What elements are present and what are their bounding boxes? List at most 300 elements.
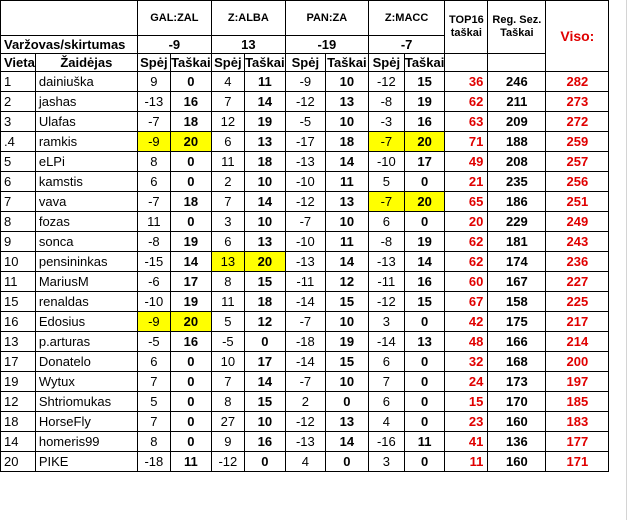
points-cell[interactable]: 17 [404,152,445,172]
points-cell[interactable]: 13 [325,92,368,112]
top16-cell[interactable]: 60 [445,272,488,292]
points-cell[interactable]: 10 [244,172,285,192]
guess-cell[interactable]: 6 [368,392,404,412]
empty-header-cell[interactable] [488,54,546,72]
vieta-cell[interactable]: 1 [1,72,36,92]
guess-cell[interactable]: -11 [368,272,404,292]
player-name-cell[interactable]: p.arturas [35,332,137,352]
points-cell[interactable]: 14 [404,252,445,272]
points-cell[interactable]: 10 [325,72,368,92]
total-cell[interactable]: 214 [546,332,609,352]
vieta-cell[interactable]: 14 [1,432,36,452]
diff-cell[interactable]: -7 [368,36,445,54]
total-cell[interactable]: 272 [546,112,609,132]
points-cell[interactable]: 0 [404,372,445,392]
player-name-cell[interactable]: Ulafas [35,112,137,132]
guess-cell[interactable]: -18 [137,452,170,472]
player-name-cell[interactable]: jashas [35,92,137,112]
points-cell[interactable]: 0 [404,312,445,332]
guess-cell[interactable]: 6 [211,232,244,252]
top16-cell[interactable]: 42 [445,312,488,332]
guess-cell[interactable]: 6 [368,212,404,232]
points-cell[interactable]: 20 [170,312,211,332]
diff-cell[interactable]: 13 [211,36,285,54]
points-cell[interactable]: 0 [170,432,211,452]
points-cell[interactable]: 19 [170,232,211,252]
vieta-cell[interactable]: 7 [1,192,36,212]
points-cell[interactable]: 0 [244,332,285,352]
points-cell[interactable]: 15 [244,272,285,292]
guess-cell[interactable]: 11 [137,212,170,232]
points-cell[interactable]: 13 [244,132,285,152]
spej-header[interactable]: Spėj [137,54,170,72]
table-row [1,332,609,352]
guess-cell[interactable]: -7 [137,192,170,212]
points-cell[interactable]: 16 [170,332,211,352]
guess-cell[interactable]: 9 [137,72,170,92]
spej-header[interactable]: Spėj [211,54,244,72]
points-cell[interactable]: 0 [404,212,445,232]
total-cell[interactable]: 227 [546,272,609,292]
top16-cell[interactable]: 15 [445,392,488,412]
points-cell[interactable]: 19 [244,112,285,132]
guess-cell[interactable]: 7 [211,192,244,212]
guess-cell[interactable]: 3 [368,452,404,472]
table-row [1,372,609,392]
points-cell[interactable]: 10 [244,412,285,432]
player-name-cell[interactable]: Shtriomukas [35,392,137,412]
guess-cell[interactable]: -7 [285,312,325,332]
points-cell[interactable]: 0 [404,392,445,412]
guess-cell[interactable]: 5 [211,312,244,332]
guess-cell[interactable]: -9 [137,132,170,152]
total-cell[interactable]: 236 [546,252,609,272]
total-cell[interactable]: 259 [546,132,609,152]
points-cell[interactable]: 0 [325,452,368,472]
points-cell[interactable]: 0 [244,452,285,472]
group-header[interactable]: Z:ALBA [211,1,285,36]
points-cell[interactable]: 20 [170,132,211,152]
vieta-cell[interactable]: 12 [1,392,36,412]
points-cell[interactable]: 11 [325,172,368,192]
points-cell[interactable]: 19 [170,292,211,312]
points-cell[interactable]: 10 [325,372,368,392]
top16-cell[interactable]: 24 [445,372,488,392]
points-cell[interactable]: 13 [325,412,368,432]
vieta-cell[interactable]: 5 [1,152,36,172]
top16-cell[interactable]: 49 [445,152,488,172]
taskai-header[interactable]: Taškai [171,55,211,70]
guess-cell[interactable]: 8 [137,152,170,172]
guess-cell[interactable]: 7 [137,412,170,432]
top16-cell[interactable]: 71 [445,132,488,152]
taskai-header[interactable]: Taškai [245,55,285,70]
player-name-cell[interactable]: ramkis [35,132,137,152]
vieta-cell[interactable]: .4 [1,132,36,152]
top16-cell[interactable]: 62 [445,252,488,272]
points-cell[interactable]: 19 [404,232,445,252]
guess-cell[interactable]: 7 [368,372,404,392]
points-cell[interactable]: 13 [404,332,445,352]
vieta-cell[interactable]: 15 [1,292,36,312]
points-cell[interactable]: 0 [170,372,211,392]
guess-cell[interactable]: -17 [285,132,325,152]
varzovas-label[interactable]: Varžovas/skirtumas [1,36,138,54]
points-cell[interactable]: 11 [244,72,285,92]
table-row [1,452,609,472]
table-row [1,172,609,192]
reg-points-cell[interactable]: 136 [488,432,546,452]
vieta-cell[interactable]: 19 [1,372,36,392]
points-cell[interactable]: 0 [170,72,211,92]
points-cell[interactable]: 18 [170,112,211,132]
reg-points-cell[interactable]: 209 [488,112,546,132]
group-header[interactable]: PAN:ZA [285,1,368,36]
table-row [1,432,609,452]
top16-cell[interactable]: 67 [445,292,488,312]
guess-cell[interactable]: 11 [211,292,244,312]
guess-cell[interactable]: -13 [137,92,170,112]
reg-points-cell[interactable]: 246 [488,72,546,92]
points-cell[interactable]: 11 [325,232,368,252]
points-cell[interactable]: 18 [170,192,211,212]
guess-cell[interactable]: -3 [368,112,404,132]
guess-cell[interactable]: 9 [211,432,244,452]
reg-header[interactable]: Reg. Sez. Taškai [488,1,546,54]
top16-cell[interactable]: 63 [445,112,488,132]
points-cell[interactable]: 0 [325,392,368,412]
table-row [1,272,609,292]
vieta-cell[interactable]: 20 [1,452,36,472]
points-cell[interactable]: 14 [244,92,285,112]
guess-cell[interactable]: 4 [368,412,404,432]
guess-cell[interactable]: -12 [211,452,244,472]
guess-cell[interactable]: -5 [285,112,325,132]
total-cell[interactable]: 257 [546,152,609,172]
total-cell[interactable]: 185 [546,392,609,412]
vieta-cell[interactable]: 11 [1,272,36,292]
points-cell[interactable]: 0 [404,452,445,472]
guess-cell[interactable]: -12 [285,92,325,112]
top16-header[interactable]: TOP16 taškai [445,1,488,54]
vieta-cell[interactable]: 16 [1,312,36,332]
guess-cell[interactable]: -5 [137,332,170,352]
guess-cell[interactable]: -12 [285,192,325,212]
viso-header[interactable]: Viso: [546,1,609,72]
player-name-cell[interactable]: PIKE [35,452,137,472]
points-cell[interactable]: 16 [404,112,445,132]
reg-points-cell[interactable]: 168 [488,352,546,372]
points-cell[interactable]: 15 [325,292,368,312]
top16-cell[interactable]: 48 [445,332,488,352]
guess-cell[interactable]: -13 [285,252,325,272]
top16-cell[interactable]: 36 [445,72,488,92]
vieta-cell[interactable]: 6 [1,172,36,192]
guess-cell[interactable]: 7 [137,372,170,392]
reg-points-cell[interactable]: 175 [488,312,546,332]
diff-cell[interactable]: -9 [137,36,211,54]
top16-cell[interactable]: 32 [445,352,488,372]
header-row-groups [1,1,609,36]
top16-cell[interactable]: 21 [445,172,488,192]
total-cell[interactable]: 183 [546,412,609,432]
points-cell[interactable]: 20 [404,192,445,212]
points-cell[interactable]: 15 [404,292,445,312]
points-cell[interactable]: 17 [244,352,285,372]
reg-points-cell[interactable]: 208 [488,152,546,172]
guess-cell[interactable]: 3 [211,212,244,232]
top16-cell[interactable]: 62 [445,92,488,112]
points-cell[interactable]: 11 [404,432,445,452]
total-cell[interactable]: 177 [546,432,609,452]
reg-points-cell[interactable]: 174 [488,252,546,272]
spej-header[interactable]: Spėj [285,54,325,72]
guess-cell[interactable]: -11 [285,272,325,292]
vieta-cell[interactable]: 2 [1,92,36,112]
vieta-cell[interactable]: 9 [1,232,36,252]
points-cell[interactable]: 19 [404,92,445,112]
points-cell[interactable]: 0 [404,412,445,432]
guess-cell[interactable]: -15 [137,252,170,272]
points-cell[interactable]: 18 [325,132,368,152]
reg-points-cell[interactable]: 160 [488,412,546,432]
player-name-cell[interactable]: HorseFly [35,412,137,432]
group-header[interactable]: GAL:ZAL [137,1,211,36]
guess-cell[interactable]: 2 [285,392,325,412]
points-cell[interactable]: 10 [325,212,368,232]
table-row [1,412,609,432]
points-cell[interactable]: 16 [244,432,285,452]
top16-cell[interactable]: 62 [445,232,488,252]
guess-cell[interactable]: -7 [285,212,325,232]
guess-cell[interactable]: -18 [285,332,325,352]
points-cell[interactable]: 18 [244,292,285,312]
guess-cell[interactable]: -13 [285,152,325,172]
guess-cell[interactable]: -8 [368,92,404,112]
total-cell[interactable]: 200 [546,352,609,372]
guess-cell[interactable]: 6 [137,352,170,372]
guess-cell[interactable]: 8 [211,392,244,412]
player-name-cell[interactable]: sonca [35,232,137,252]
total-cell[interactable]: 225 [546,292,609,312]
reg-points-cell[interactable]: 186 [488,192,546,212]
guess-cell[interactable]: -14 [285,352,325,372]
points-cell[interactable]: 0 [404,352,445,372]
reg-points-cell[interactable]: 158 [488,292,546,312]
taskai-header[interactable]: Taškai [327,55,367,70]
points-cell[interactable]: 15 [325,352,368,372]
guess-cell[interactable]: -14 [285,292,325,312]
guess-cell[interactable]: -6 [137,272,170,292]
guess-cell[interactable]: -12 [285,412,325,432]
empty-header-cell[interactable] [445,54,488,72]
points-cell[interactable]: 14 [325,152,368,172]
points-cell[interactable]: 20 [404,132,445,152]
guess-cell[interactable]: -7 [368,192,404,212]
vieta-cell[interactable]: 8 [1,212,36,232]
player-name-cell[interactable]: Wytux [35,372,137,392]
reg-points-cell[interactable]: 181 [488,232,546,252]
guess-cell[interactable]: -8 [137,232,170,252]
total-cell[interactable]: 282 [546,72,609,92]
total-cell[interactable]: 256 [546,172,609,192]
guess-cell[interactable]: 5 [368,172,404,192]
group-header[interactable]: Z:MACC [368,1,445,36]
top16-cell[interactable]: 65 [445,192,488,212]
reg-points-cell[interactable]: 173 [488,372,546,392]
guess-cell[interactable]: -16 [368,432,404,452]
points-cell[interactable]: 0 [170,352,211,372]
table-row [1,312,609,332]
points-cell[interactable]: 20 [244,252,285,272]
total-cell[interactable]: 251 [546,192,609,212]
table-row [1,192,609,212]
reg-points-cell[interactable]: 229 [488,212,546,232]
spej-header[interactable]: Spėj [368,54,404,72]
guess-cell[interactable]: -12 [368,292,404,312]
vieta-cell[interactable]: 13 [1,332,36,352]
reg-points-cell[interactable]: 170 [488,392,546,412]
points-cell[interactable]: 0 [170,152,211,172]
guess-cell[interactable]: -12 [368,72,404,92]
guess-cell[interactable]: 12 [211,112,244,132]
column-gridline [626,0,627,520]
player-name-cell[interactable]: dainiuška [35,72,137,92]
total-cell[interactable]: 249 [546,212,609,232]
total-cell[interactable]: 217 [546,312,609,332]
header-blank [1,1,138,36]
guess-cell[interactable]: -5 [211,332,244,352]
vieta-header[interactable]: Vieta [1,54,36,72]
guess-cell[interactable]: 7 [211,372,244,392]
table-row [1,212,609,232]
points-cell[interactable]: 14 [325,252,368,272]
vieta-cell[interactable]: 17 [1,352,36,372]
points-cell[interactable]: 13 [244,232,285,252]
guess-cell[interactable]: -14 [368,332,404,352]
points-cell[interactable]: 14 [244,192,285,212]
total-cell[interactable]: 243 [546,232,609,252]
points-cell[interactable]: 0 [404,172,445,192]
guess-cell[interactable]: -9 [137,312,170,332]
guess-cell[interactable]: 6 [137,172,170,192]
points-cell[interactable]: 12 [325,272,368,292]
guess-cell[interactable]: 2 [211,172,244,192]
points-cell[interactable]: 19 [325,332,368,352]
player-name-cell[interactable]: pensininkas [35,252,137,272]
guess-cell[interactable]: -10 [285,172,325,192]
reg-points-cell[interactable]: 211 [488,92,546,112]
table-row [1,392,609,412]
guess-cell[interactable]: 6 [368,352,404,372]
guess-cell[interactable]: -10 [137,292,170,312]
vieta-cell[interactable]: 3 [1,112,36,132]
points-cell[interactable]: 16 [404,272,445,292]
reg-points-cell[interactable]: 160 [488,452,546,472]
guess-cell[interactable]: -9 [285,72,325,92]
player-name-cell[interactable]: Donatelo [35,352,137,372]
guess-cell[interactable]: -13 [285,432,325,452]
taskai-header[interactable]: Taškai [404,55,445,70]
points-cell[interactable]: 0 [170,412,211,432]
player-name-cell[interactable]: kamstis [35,172,137,192]
vieta-cell[interactable]: 10 [1,252,36,272]
guess-cell[interactable]: 10 [211,352,244,372]
player-name-cell[interactable]: Edosius [35,312,137,332]
points-cell[interactable]: 10 [325,312,368,332]
guess-cell[interactable]: -7 [368,132,404,152]
total-cell[interactable]: 197 [546,372,609,392]
points-cell[interactable]: 0 [170,392,211,412]
guess-cell[interactable]: 7 [211,92,244,112]
vieta-cell[interactable]: 18 [1,412,36,432]
player-name-cell[interactable]: MariusM [35,272,137,292]
guess-cell[interactable]: -7 [285,372,325,392]
guess-cell[interactable]: 8 [211,272,244,292]
guess-cell[interactable]: -13 [368,252,404,272]
points-cell[interactable]: 18 [244,152,285,172]
player-name-cell[interactable]: fozas [35,212,137,232]
guess-cell[interactable]: -7 [137,112,170,132]
guess-cell[interactable]: 5 [137,392,170,412]
guess-cell[interactable]: -10 [368,152,404,172]
points-cell[interactable]: 14 [170,252,211,272]
diff-cell[interactable]: -19 [285,36,368,54]
points-cell[interactable]: 14 [244,372,285,392]
points-cell[interactable]: 10 [244,212,285,232]
top16-cell[interactable]: 20 [445,212,488,232]
player-name-cell[interactable]: renaldas [35,292,137,312]
guess-cell[interactable]: 4 [211,72,244,92]
reg-points-cell[interactable]: 235 [488,172,546,192]
table-row [1,92,609,112]
guess-cell[interactable]: 6 [211,132,244,152]
reg-points-cell[interactable]: 188 [488,132,546,152]
points-cell[interactable]: 11 [170,452,211,472]
guess-cell[interactable]: -8 [368,232,404,252]
guess-cell[interactable]: 11 [211,152,244,172]
total-cell[interactable]: 273 [546,92,609,112]
guess-cell[interactable]: 4 [285,452,325,472]
guess-cell[interactable]: 27 [211,412,244,432]
points-cell[interactable]: 14 [325,432,368,452]
points-cell[interactable]: 13 [325,192,368,212]
reg-points-cell[interactable]: 167 [488,272,546,292]
player-name-cell[interactable]: eLPi [35,152,137,172]
points-cell[interactable]: 12 [244,312,285,332]
total-cell[interactable]: 171 [546,452,609,472]
top16-cell[interactable]: 41 [445,432,488,452]
points-cell[interactable]: 16 [170,92,211,112]
guess-cell[interactable]: 8 [137,432,170,452]
player-name-cell[interactable]: homeris99 [35,432,137,452]
table-row [1,112,609,132]
reg-points-cell[interactable]: 166 [488,332,546,352]
top16-cell[interactable]: 11 [445,452,488,472]
guess-cell[interactable]: 3 [368,312,404,332]
points-cell[interactable]: 10 [325,112,368,132]
points-cell[interactable]: 15 [404,72,445,92]
points-cell[interactable]: 17 [170,272,211,292]
points-cell[interactable]: 15 [244,392,285,412]
points-cell[interactable]: 0 [170,212,211,232]
player-name-cell[interactable]: vava [35,192,137,212]
guess-cell[interactable]: 13 [211,252,244,272]
points-cell[interactable]: 0 [170,172,211,192]
guess-cell[interactable]: -10 [285,232,325,252]
top16-cell[interactable]: 23 [445,412,488,432]
zaidejas-header[interactable]: Žaidėjas [35,54,137,72]
